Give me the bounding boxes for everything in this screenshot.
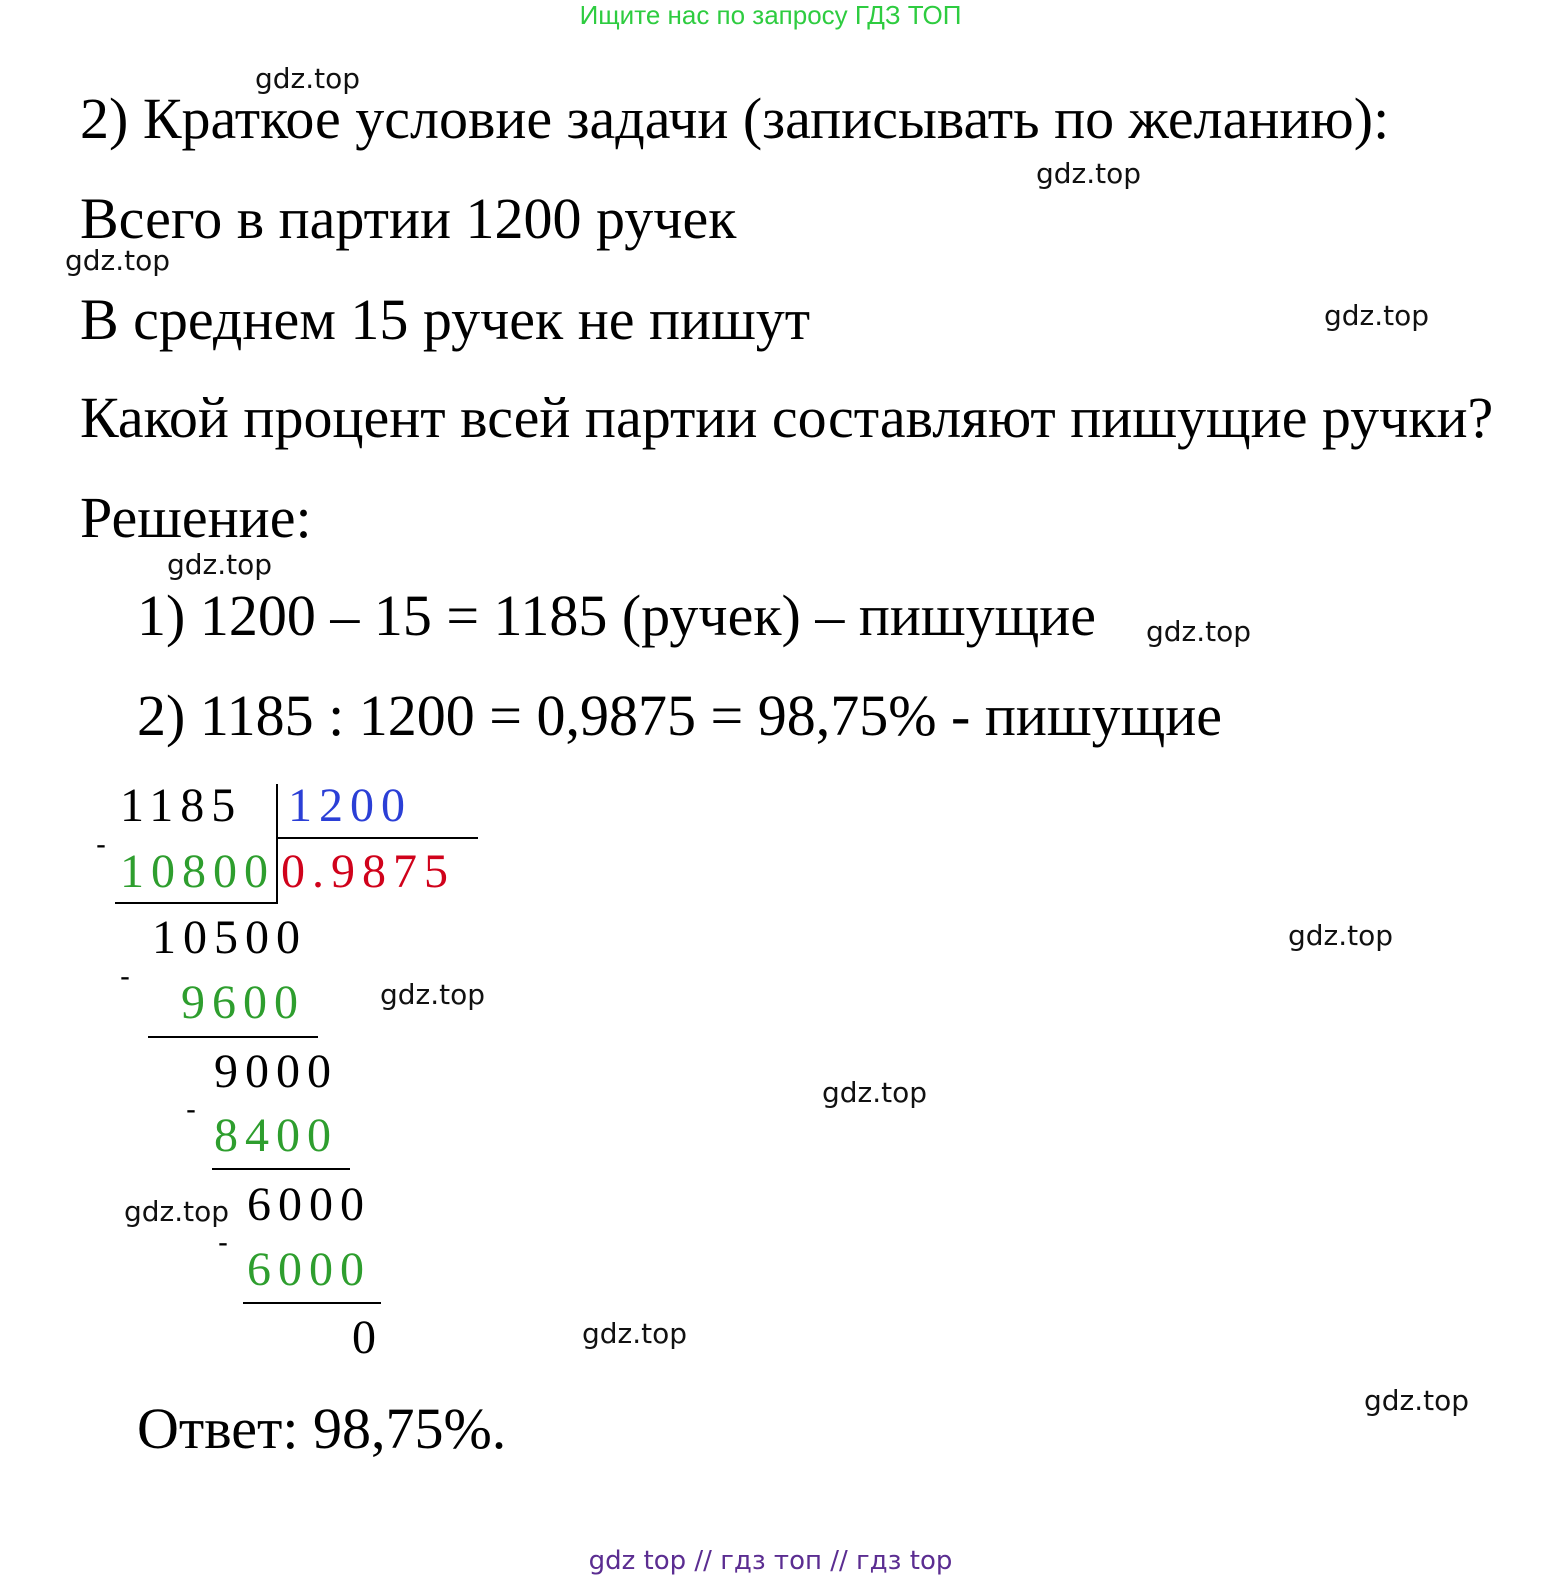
watermark: gdz.top [1036,157,1142,190]
footer-links[interactable]: gdz top // гдз топ // гдз top [588,1546,953,1576]
division-row: 9600 [181,976,305,1029]
watermark: gdz.top [124,1195,230,1228]
division-divisor: 1200 [288,779,412,832]
answer: Ответ: 98,75%. [137,1396,507,1461]
division-remainder: 0 [352,1311,383,1364]
watermark: gdz.top [167,548,273,581]
problem-line-total: Всего в партии 1200 ручек [80,186,737,251]
division-row: 6000 [247,1178,371,1231]
watermark: gdz.top [1288,919,1394,952]
problem-heading: 2) Краткое условие задачи (записывать по желанию): [80,86,1390,151]
watermark: gdz.top [582,1317,688,1350]
division-row: 10500 [152,911,307,964]
minus-sign: - [120,960,130,993]
division-row: 10800 [120,845,275,898]
division-quotient: 0.9875 [281,845,455,898]
watermark: gdz.top [1146,615,1252,648]
division-row: 8400 [214,1109,338,1162]
division-rule [115,902,277,904]
division-row: 9000 [214,1045,338,1098]
problem-line-defective: В среднем 15 ручек не пишут [80,287,811,352]
division-row: 6000 [247,1243,371,1296]
watermark: gdz.top [380,978,486,1011]
watermark: gdz.top [255,62,361,95]
watermark: gdz.top [65,244,171,277]
top-banner[interactable]: Ищите нас по запросу ГДЗ ТОП [579,0,962,30]
division-rule [243,1302,381,1304]
division-rule [212,1168,350,1170]
division-dividend: 1185 [120,779,243,832]
solution-step-2: 2) 1185 : 1200 = 0,9875 = 98,75% - пишущие [137,683,1223,748]
watermark: gdz.top [822,1076,928,1109]
watermark: gdz.top [1324,299,1430,332]
minus-sign: - [218,1226,228,1259]
solution-step-1: 1) 1200 – 15 = 1185 (ручек) – пишущие [137,583,1097,648]
solution-label: Решение: [80,485,312,550]
minus-sign: - [96,828,106,861]
division-rule [148,1036,318,1038]
minus-sign: - [186,1093,196,1126]
division-divisor-underline [278,837,478,839]
problem-question: Какой процент всей партии составляют пишущие ручки? [80,385,1494,450]
division-vertical-line [276,784,278,904]
watermark: gdz.top [1364,1384,1470,1417]
